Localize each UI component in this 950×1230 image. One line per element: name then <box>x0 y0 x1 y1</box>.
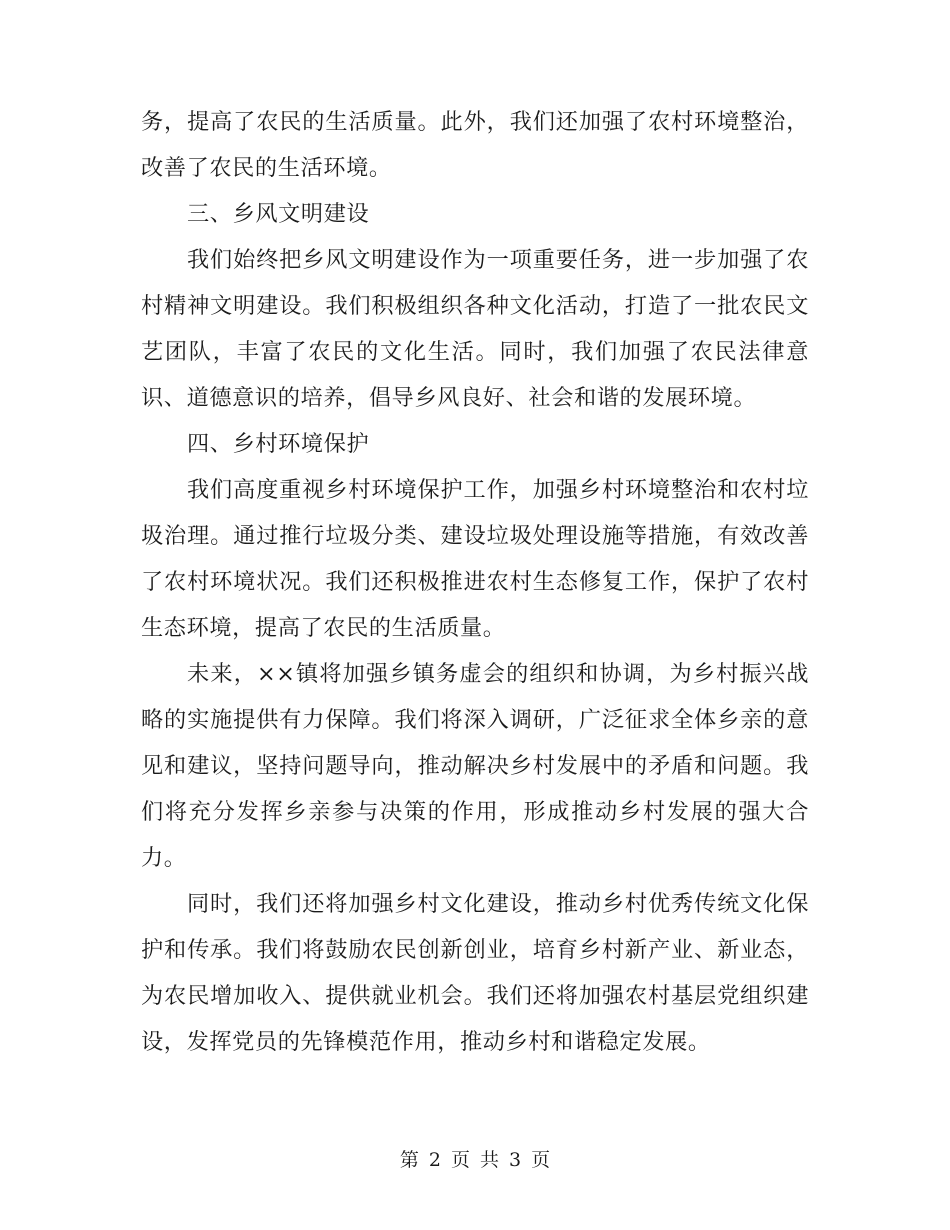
paragraph-continuation: 务，提高了农民的生活质量。此外，我们还加强了农村环境整治，改善了农民的生活环境。 <box>141 109 809 181</box>
section-heading-3: 三、乡风文明建设 <box>187 201 370 227</box>
section-heading-4: 四、乡村环境保护 <box>187 431 370 457</box>
page-number-footer: 第 2 页 共 3 页 <box>399 1149 551 1171</box>
paragraph-environment-protection: 我们高度重视乡村环境保护工作，加强乡村环境整治和农村垃圾治理。通过推行垃圾分类、建设垃圾处理设施等措施，有效改善了农村环境状况。我们还积极推进农村生态修复工作，保护了农村生态环境，提高了农民的生活质量。 <box>141 477 809 641</box>
paragraph-culture-development: 同时，我们还将加强乡村文化建设，推动乡村优秀传统文化保护和传承。我们将鼓励农民创新创业，培育乡村新产业、新业态，为农民增加收入、提供就业机会。我们还将加强农村基层党组织建设，发挥党员的先锋模范作用，推动乡村和谐稳定发展。 <box>141 891 809 1055</box>
paragraph-rural-civility: 我们始终把乡风文明建设作为一项重要任务，进一步加强了农村精神文明建设。我们积极组织各种文化活动，打造了一批农民文艺团队，丰富了农民的文化生活。同时，我们加强了农民法律意识、道德意识的培养，倡导乡风良好、社会和谐的发展环境。 <box>141 247 809 411</box>
document-body <box>141 99 809 1065</box>
paragraph-future-plans: 未来，××镇将加强乡镇务虚会的组织和协调，为乡村振兴战略的实施提供有力保障。我们将深入调研，广泛征求全体乡亲的意见和建议，坚持问题导向，推动解决乡村发展中的矛盾和问题。我们将充分发挥乡亲参与决策的作用，形成推动乡村发展的强大合力。 <box>141 661 809 871</box>
